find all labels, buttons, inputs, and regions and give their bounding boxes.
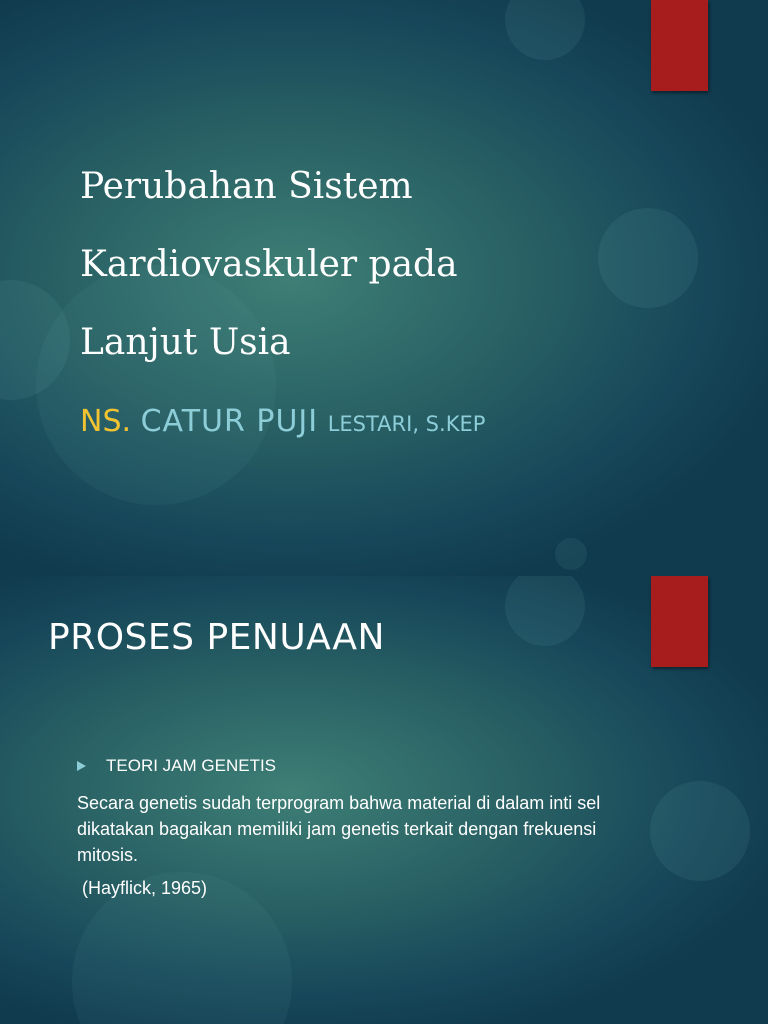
presenter-prefix: NS. — [80, 404, 132, 439]
accent-bar — [651, 0, 708, 91]
decor-bubble — [650, 781, 750, 881]
presenter-name — [80, 404, 485, 439]
decor-bubble — [505, 576, 585, 646]
presenter-last-name: LESTARI, S.KEP — [327, 412, 486, 436]
bullet-text: TEORI JAM GENETIS — [106, 756, 277, 775]
decor-bubble — [36, 265, 276, 505]
decor-bubble — [598, 208, 698, 308]
body-paragraph: Secara genetis sudah terprogram bahwa material di dalam inti sel dikatakan bagaikan memiliki jam genetis terkait dengan frekuensi mitosis. — [77, 793, 601, 865]
slide-title: PROSES PENUAAN — [48, 617, 385, 658]
slide-title-line-3: Lanjut Usia — [80, 322, 291, 363]
accent-bar — [651, 576, 708, 667]
citation: (Hayflick, 1965) — [82, 878, 208, 898]
presenter-first-name: CATUR PUJI — [140, 404, 319, 439]
slide-title-line-2: Kardiovaskuler pada — [80, 244, 458, 285]
triangle-bullet-icon — [77, 761, 86, 771]
decor-bubble — [555, 538, 587, 570]
decor-bubble — [505, 0, 585, 60]
slide-title-line-1: Perubahan Sistem — [80, 166, 413, 207]
bullet-item — [77, 756, 276, 776]
slide-2[interactable] — [0, 576, 768, 1024]
